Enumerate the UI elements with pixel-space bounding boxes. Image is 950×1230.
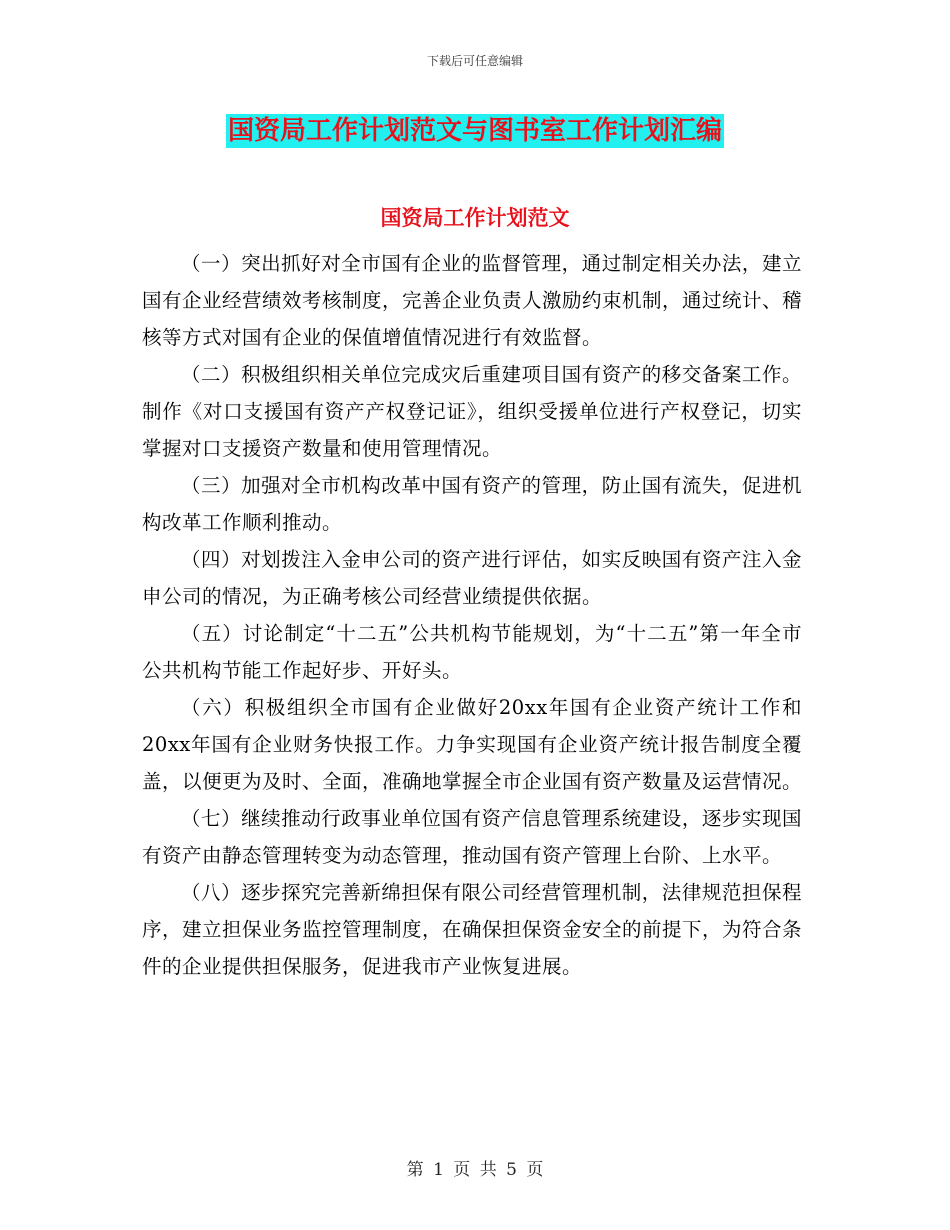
document-body <box>142 245 802 985</box>
paragraph-8: （八）逐步探究完善新绵担保有限公司经营管理机制，法律规范担保程序，建立担保业务监控管理制度，在确保担保资金安全的前提下，为符合条件的企业提供担保服务，促进我市产业恢复进展。 <box>142 881 803 978</box>
main-title-container <box>0 114 950 148</box>
paragraph-7: （七）继续推动行政事业单位国有资产信息管理系统建设，逐步实现国有资产由静态管理转变为动态管理，推动国有资产管理上台阶、上水平。 <box>142 807 802 867</box>
main-title: 国资局工作计划范文与图书室工作计划汇编 <box>227 116 722 146</box>
paragraph-3: （三）加强对全市机构改革中国有资产的管理，防止国有流失，促进机构改革工作顺利推动。 <box>142 474 802 534</box>
page-indicator: 第 1 页 共 5 页 <box>406 1160 544 1180</box>
section-title: 国资局工作计划范文 <box>380 206 570 230</box>
paragraph-6: （六）积极组织全市国有企业做好20xx年国有企业资产统计工作和20xx年国有企业财务快报工作。力争实现国有企业资产统计报告制度全覆盖，以便更为及时、全面，准确地掌握全市企业国有资产数量及运营情况。 <box>142 696 803 793</box>
paragraph-2: （二）积极组织相关单位完成灾后重建项目国有资产的移交备案工作。制作《对口支援国有资产产权登记证》，组织受援单位进行产权登记，切实掌握对口支援资产数量和使用管理情况。 <box>142 363 802 460</box>
paragraph-5: （五）讨论制定“十二五”公共机构节能规划，为“十二五”第一年全市公共机构节能工作起好步、开好头。 <box>142 622 802 682</box>
paragraph-1: （一）突出抓好对全市国有企业的监督管理，通过制定相关办法，建立国有企业经营绩效考核制度，完善企业负责人激励约束机制，通过统计、稽核等方式对国有企业的保值增值情况进行有效监督。 <box>142 252 803 349</box>
header-note: 下载后可任意编辑 <box>426 54 523 68</box>
paragraph-4: （四）对划拨注入金申公司的资产进行评估，如实反映国有资产注入金申公司的情况，为正确考核公司经营业绩提供依据。 <box>142 548 802 608</box>
